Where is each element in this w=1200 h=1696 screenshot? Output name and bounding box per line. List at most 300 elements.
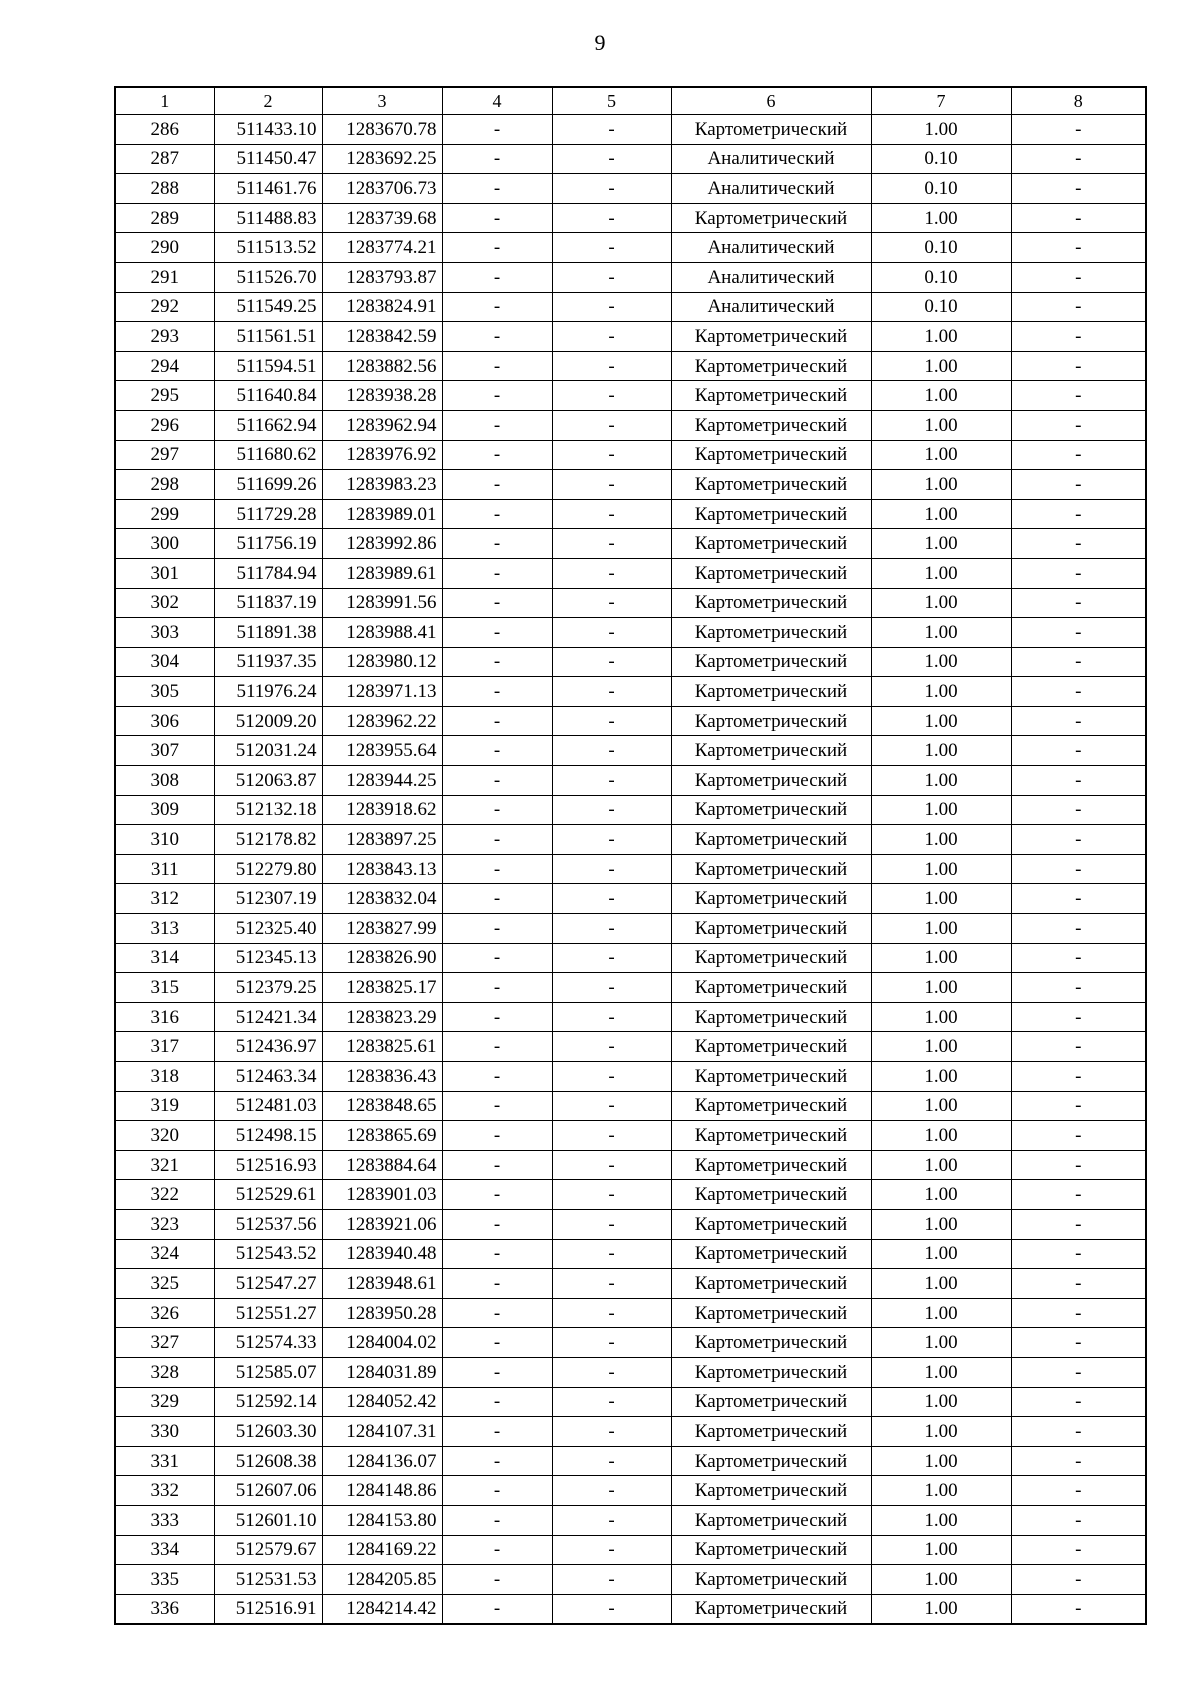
method-cell: Картометрический	[671, 322, 871, 352]
column-8-cell: -	[1011, 618, 1146, 648]
point-number-cell: 296	[115, 410, 214, 440]
point-number-cell: 291	[115, 262, 214, 292]
x-coordinate-cell: 511680.62	[214, 440, 322, 470]
y-coordinate-cell: 1283962.94	[322, 410, 442, 440]
y-coordinate-cell: 1283706.73	[322, 174, 442, 204]
y-coordinate-cell: 1284148.86	[322, 1476, 442, 1506]
column-8-cell: -	[1011, 529, 1146, 559]
column-4-cell: -	[442, 1269, 552, 1299]
y-coordinate-cell: 1283843.13	[322, 854, 442, 884]
column-8-cell: -	[1011, 233, 1146, 263]
accuracy-cell: 1.00	[871, 1565, 1011, 1595]
x-coordinate-cell: 512547.27	[214, 1269, 322, 1299]
column-4-cell: -	[442, 1298, 552, 1328]
column-8-cell: -	[1011, 943, 1146, 973]
table-row	[115, 1269, 1146, 1299]
accuracy-cell: 1.00	[871, 1417, 1011, 1447]
table-row	[115, 1239, 1146, 1269]
table-row	[115, 174, 1146, 204]
point-number-cell: 290	[115, 233, 214, 263]
method-cell: Картометрический	[671, 1002, 871, 1032]
method-cell: Картометрический	[671, 1535, 871, 1565]
method-cell: Картометрический	[671, 677, 871, 707]
column-4-cell: -	[442, 410, 552, 440]
column-4-cell: -	[442, 1417, 552, 1447]
column-header: 8	[1011, 87, 1146, 115]
x-coordinate-cell: 511450.47	[214, 144, 322, 174]
column-4-cell: -	[442, 588, 552, 618]
column-8-cell: -	[1011, 1594, 1146, 1624]
column-8-cell: -	[1011, 440, 1146, 470]
accuracy-cell: 1.00	[871, 203, 1011, 233]
x-coordinate-cell: 511699.26	[214, 470, 322, 500]
table-row	[115, 470, 1146, 500]
column-4-cell: -	[442, 440, 552, 470]
method-cell: Картометрический	[671, 351, 871, 381]
column-8-cell: -	[1011, 115, 1146, 145]
column-8-cell: -	[1011, 795, 1146, 825]
x-coordinate-cell: 511594.51	[214, 351, 322, 381]
point-number-cell: 330	[115, 1417, 214, 1447]
x-coordinate-cell: 512574.33	[214, 1328, 322, 1358]
method-cell: Картометрический	[671, 381, 871, 411]
column-4-cell: -	[442, 115, 552, 145]
column-5-cell: -	[552, 884, 671, 914]
accuracy-cell: 1.00	[871, 558, 1011, 588]
x-coordinate-cell: 512463.34	[214, 1062, 322, 1092]
column-4-cell: -	[442, 1328, 552, 1358]
column-5-cell: -	[552, 1328, 671, 1358]
y-coordinate-cell: 1283940.48	[322, 1239, 442, 1269]
accuracy-cell: 1.00	[871, 1505, 1011, 1535]
column-5-cell: -	[552, 351, 671, 381]
table-row	[115, 233, 1146, 263]
accuracy-cell: 1.00	[871, 1002, 1011, 1032]
table-row	[115, 884, 1146, 914]
column-5-cell: -	[552, 766, 671, 796]
y-coordinate-cell: 1283825.17	[322, 973, 442, 1003]
column-5-cell: -	[552, 558, 671, 588]
column-8-cell: -	[1011, 973, 1146, 1003]
table-row	[115, 499, 1146, 529]
column-8-cell: -	[1011, 1417, 1146, 1447]
column-4-cell: -	[442, 174, 552, 204]
table-row	[115, 262, 1146, 292]
point-number-cell: 324	[115, 1239, 214, 1269]
table-row	[115, 1535, 1146, 1565]
column-8-cell: -	[1011, 884, 1146, 914]
method-cell: Картометрический	[671, 558, 871, 588]
column-8-cell: -	[1011, 322, 1146, 352]
point-number-cell: 321	[115, 1150, 214, 1180]
column-5-cell: -	[552, 736, 671, 766]
point-number-cell: 303	[115, 618, 214, 648]
point-number-cell: 318	[115, 1062, 214, 1092]
y-coordinate-cell: 1283962.22	[322, 706, 442, 736]
y-coordinate-cell: 1283921.06	[322, 1209, 442, 1239]
column-8-cell: -	[1011, 825, 1146, 855]
column-4-cell: -	[442, 529, 552, 559]
table-row	[115, 1446, 1146, 1476]
column-8-cell: -	[1011, 174, 1146, 204]
accuracy-cell: 0.10	[871, 174, 1011, 204]
column-5-cell: -	[552, 1209, 671, 1239]
column-4-cell: -	[442, 647, 552, 677]
x-coordinate-cell: 512436.97	[214, 1032, 322, 1062]
table-row	[115, 381, 1146, 411]
y-coordinate-cell: 1283971.13	[322, 677, 442, 707]
column-4-cell: -	[442, 1505, 552, 1535]
y-coordinate-cell: 1283836.43	[322, 1062, 442, 1092]
x-coordinate-cell: 511729.28	[214, 499, 322, 529]
column-5-cell: -	[552, 1565, 671, 1595]
column-8-cell: -	[1011, 1535, 1146, 1565]
y-coordinate-cell: 1284107.31	[322, 1417, 442, 1447]
method-cell: Картометрический	[671, 1032, 871, 1062]
method-cell: Картометрический	[671, 766, 871, 796]
point-number-cell: 305	[115, 677, 214, 707]
x-coordinate-cell: 512009.20	[214, 706, 322, 736]
column-4-cell: -	[442, 1446, 552, 1476]
y-coordinate-cell: 1284205.85	[322, 1565, 442, 1595]
y-coordinate-cell: 1284031.89	[322, 1357, 442, 1387]
point-number-cell: 298	[115, 470, 214, 500]
column-4-cell: -	[442, 144, 552, 174]
y-coordinate-cell: 1283793.87	[322, 262, 442, 292]
column-5-cell: -	[552, 914, 671, 944]
table-row	[115, 647, 1146, 677]
column-5-cell: -	[552, 825, 671, 855]
x-coordinate-cell: 511526.70	[214, 262, 322, 292]
table-row	[115, 351, 1146, 381]
table-body	[115, 87, 1146, 1624]
column-5-cell: -	[552, 618, 671, 648]
column-4-cell: -	[442, 322, 552, 352]
method-cell: Аналитический	[671, 144, 871, 174]
column-8-cell: -	[1011, 144, 1146, 174]
column-8-cell: -	[1011, 1298, 1146, 1328]
accuracy-cell: 1.00	[871, 1535, 1011, 1565]
x-coordinate-cell: 512178.82	[214, 825, 322, 855]
point-number-cell: 326	[115, 1298, 214, 1328]
table-row	[115, 766, 1146, 796]
table-row	[115, 825, 1146, 855]
column-8-cell: -	[1011, 1121, 1146, 1151]
column-5-cell: -	[552, 144, 671, 174]
method-cell: Картометрический	[671, 1387, 871, 1417]
y-coordinate-cell: 1283980.12	[322, 647, 442, 677]
point-number-cell: 292	[115, 292, 214, 322]
column-5-cell: -	[552, 647, 671, 677]
table-row	[115, 440, 1146, 470]
method-cell: Картометрический	[671, 1091, 871, 1121]
accuracy-cell: 1.00	[871, 1269, 1011, 1299]
method-cell: Картометрический	[671, 1505, 871, 1535]
x-coordinate-cell: 511837.19	[214, 588, 322, 618]
point-number-cell: 302	[115, 588, 214, 618]
point-number-cell: 333	[115, 1505, 214, 1535]
x-coordinate-cell: 511433.10	[214, 115, 322, 145]
x-coordinate-cell: 511488.83	[214, 203, 322, 233]
y-coordinate-cell: 1283944.25	[322, 766, 442, 796]
column-5-cell: -	[552, 943, 671, 973]
method-cell: Картометрический	[671, 647, 871, 677]
accuracy-cell: 0.10	[871, 262, 1011, 292]
x-coordinate-cell: 511513.52	[214, 233, 322, 263]
method-cell: Картометрический	[671, 440, 871, 470]
y-coordinate-cell: 1284004.02	[322, 1328, 442, 1358]
method-cell: Картометрический	[671, 1209, 871, 1239]
column-8-cell: -	[1011, 1269, 1146, 1299]
column-4-cell: -	[442, 233, 552, 263]
table-row	[115, 677, 1146, 707]
x-coordinate-cell: 512325.40	[214, 914, 322, 944]
y-coordinate-cell: 1283988.41	[322, 618, 442, 648]
table-row	[115, 1298, 1146, 1328]
table-row	[115, 1476, 1146, 1506]
column-5-cell: -	[552, 1594, 671, 1624]
column-5-cell: -	[552, 203, 671, 233]
table-row	[115, 558, 1146, 588]
column-8-cell: -	[1011, 1062, 1146, 1092]
accuracy-cell: 1.00	[871, 736, 1011, 766]
y-coordinate-cell: 1284136.07	[322, 1446, 442, 1476]
column-8-cell: -	[1011, 647, 1146, 677]
column-5-cell: -	[552, 973, 671, 1003]
method-cell: Картометрический	[671, 884, 871, 914]
y-coordinate-cell: 1283670.78	[322, 115, 442, 145]
column-5-cell: -	[552, 706, 671, 736]
column-8-cell: -	[1011, 499, 1146, 529]
column-4-cell: -	[442, 1062, 552, 1092]
y-coordinate-cell: 1283983.23	[322, 470, 442, 500]
method-cell: Картометрический	[671, 1180, 871, 1210]
point-number-cell: 297	[115, 440, 214, 470]
x-coordinate-cell: 511891.38	[214, 618, 322, 648]
method-cell: Картометрический	[671, 1150, 871, 1180]
column-5-cell: -	[552, 1239, 671, 1269]
table-row	[115, 914, 1146, 944]
column-5-cell: -	[552, 381, 671, 411]
column-4-cell: -	[442, 1565, 552, 1595]
point-number-cell: 288	[115, 174, 214, 204]
x-coordinate-cell: 512585.07	[214, 1357, 322, 1387]
column-5-cell: -	[552, 1269, 671, 1299]
x-coordinate-cell: 511756.19	[214, 529, 322, 559]
y-coordinate-cell: 1284052.42	[322, 1387, 442, 1417]
method-cell: Картометрический	[671, 1121, 871, 1151]
column-5-cell: -	[552, 1180, 671, 1210]
column-8-cell: -	[1011, 262, 1146, 292]
column-5-cell: -	[552, 174, 671, 204]
y-coordinate-cell: 1283950.28	[322, 1298, 442, 1328]
column-5-cell: -	[552, 529, 671, 559]
column-5-cell: -	[552, 795, 671, 825]
method-cell: Картометрический	[671, 588, 871, 618]
table-row	[115, 1387, 1146, 1417]
column-4-cell: -	[442, 351, 552, 381]
column-5-cell: -	[552, 292, 671, 322]
column-8-cell: -	[1011, 1446, 1146, 1476]
accuracy-cell: 1.00	[871, 588, 1011, 618]
column-4-cell: -	[442, 677, 552, 707]
x-coordinate-cell: 512551.27	[214, 1298, 322, 1328]
column-4-cell: -	[442, 1002, 552, 1032]
point-number-cell: 311	[115, 854, 214, 884]
column-5-cell: -	[552, 1446, 671, 1476]
x-coordinate-cell: 512537.56	[214, 1209, 322, 1239]
column-4-cell: -	[442, 943, 552, 973]
column-4-cell: -	[442, 381, 552, 411]
column-8-cell: -	[1011, 1328, 1146, 1358]
x-coordinate-cell: 511549.25	[214, 292, 322, 322]
y-coordinate-cell: 1283897.25	[322, 825, 442, 855]
table-row	[115, 1328, 1146, 1358]
point-number-cell: 308	[115, 766, 214, 796]
table-row	[115, 1209, 1146, 1239]
x-coordinate-cell: 512379.25	[214, 973, 322, 1003]
column-4-cell: -	[442, 1239, 552, 1269]
column-4-cell: -	[442, 736, 552, 766]
y-coordinate-cell: 1283955.64	[322, 736, 442, 766]
x-coordinate-cell: 512608.38	[214, 1446, 322, 1476]
column-4-cell: -	[442, 1121, 552, 1151]
column-4-cell: -	[442, 914, 552, 944]
column-header: 7	[871, 87, 1011, 115]
accuracy-cell: 1.00	[871, 973, 1011, 1003]
y-coordinate-cell: 1283882.56	[322, 351, 442, 381]
method-cell: Картометрический	[671, 203, 871, 233]
table-row	[115, 943, 1146, 973]
x-coordinate-cell: 512516.91	[214, 1594, 322, 1624]
x-coordinate-cell: 512601.10	[214, 1505, 322, 1535]
column-5-cell: -	[552, 1298, 671, 1328]
column-4-cell: -	[442, 766, 552, 796]
coordinates-table	[114, 86, 1147, 1625]
method-cell: Картометрический	[671, 618, 871, 648]
accuracy-cell: 0.10	[871, 292, 1011, 322]
column-8-cell: -	[1011, 736, 1146, 766]
x-coordinate-cell: 511461.76	[214, 174, 322, 204]
column-8-cell: -	[1011, 470, 1146, 500]
column-4-cell: -	[442, 1535, 552, 1565]
y-coordinate-cell: 1283991.56	[322, 588, 442, 618]
column-5-cell: -	[552, 115, 671, 145]
method-cell: Картометрический	[671, 115, 871, 145]
table-row	[115, 1032, 1146, 1062]
column-4-cell: -	[442, 795, 552, 825]
column-5-cell: -	[552, 1002, 671, 1032]
y-coordinate-cell: 1283842.59	[322, 322, 442, 352]
column-5-cell: -	[552, 1091, 671, 1121]
page-number: 9	[594, 30, 606, 55]
accuracy-cell: 1.00	[871, 914, 1011, 944]
point-number-cell: 294	[115, 351, 214, 381]
method-cell: Картометрический	[671, 1417, 871, 1447]
table-row	[115, 706, 1146, 736]
column-8-cell: -	[1011, 1505, 1146, 1535]
column-4-cell: -	[442, 1209, 552, 1239]
accuracy-cell: 1.00	[871, 618, 1011, 648]
column-8-cell: -	[1011, 1091, 1146, 1121]
x-coordinate-cell: 512603.30	[214, 1417, 322, 1447]
column-header: 1	[115, 87, 214, 115]
y-coordinate-cell: 1283827.99	[322, 914, 442, 944]
column-4-cell: -	[442, 884, 552, 914]
method-cell: Картометрический	[671, 736, 871, 766]
column-5-cell: -	[552, 1062, 671, 1092]
method-cell: Картометрический	[671, 499, 871, 529]
point-number-cell: 304	[115, 647, 214, 677]
table-row	[115, 1417, 1146, 1447]
y-coordinate-cell: 1283884.64	[322, 1150, 442, 1180]
y-coordinate-cell: 1283948.61	[322, 1269, 442, 1299]
y-coordinate-cell: 1283865.69	[322, 1121, 442, 1151]
x-coordinate-cell: 512543.52	[214, 1239, 322, 1269]
column-header: 5	[552, 87, 671, 115]
column-5-cell: -	[552, 1387, 671, 1417]
accuracy-cell: 1.00	[871, 1476, 1011, 1506]
point-number-cell: 300	[115, 529, 214, 559]
x-coordinate-cell: 511976.24	[214, 677, 322, 707]
accuracy-cell: 1.00	[871, 854, 1011, 884]
column-8-cell: -	[1011, 677, 1146, 707]
point-number-cell: 289	[115, 203, 214, 233]
x-coordinate-cell: 512498.15	[214, 1121, 322, 1151]
table-row	[115, 1565, 1146, 1595]
y-coordinate-cell: 1283918.62	[322, 795, 442, 825]
column-8-cell: -	[1011, 588, 1146, 618]
column-5-cell: -	[552, 1476, 671, 1506]
column-5-cell: -	[552, 1417, 671, 1447]
column-8-cell: -	[1011, 766, 1146, 796]
method-cell: Аналитический	[671, 233, 871, 263]
column-8-cell: -	[1011, 410, 1146, 440]
y-coordinate-cell: 1283774.21	[322, 233, 442, 263]
method-cell: Картометрический	[671, 1328, 871, 1358]
table-row	[115, 1505, 1146, 1535]
accuracy-cell: 1.00	[871, 1446, 1011, 1476]
y-coordinate-cell: 1283824.91	[322, 292, 442, 322]
point-number-cell: 320	[115, 1121, 214, 1151]
table-row	[115, 973, 1146, 1003]
method-cell: Картометрический	[671, 1298, 871, 1328]
method-cell: Картометрический	[671, 1357, 871, 1387]
point-number-cell: 329	[115, 1387, 214, 1417]
table-row	[115, 292, 1146, 322]
accuracy-cell: 1.00	[871, 381, 1011, 411]
point-number-cell: 317	[115, 1032, 214, 1062]
column-4-cell: -	[442, 558, 552, 588]
point-number-cell: 319	[115, 1091, 214, 1121]
y-coordinate-cell: 1283976.92	[322, 440, 442, 470]
accuracy-cell: 1.00	[871, 529, 1011, 559]
column-4-cell: -	[442, 1032, 552, 1062]
method-cell: Картометрический	[671, 825, 871, 855]
column-header: 2	[214, 87, 322, 115]
y-coordinate-cell: 1283938.28	[322, 381, 442, 411]
x-coordinate-cell: 511937.35	[214, 647, 322, 677]
accuracy-cell: 1.00	[871, 766, 1011, 796]
column-5-cell: -	[552, 262, 671, 292]
column-4-cell: -	[442, 499, 552, 529]
column-4-cell: -	[442, 706, 552, 736]
column-8-cell: -	[1011, 1180, 1146, 1210]
accuracy-cell: 1.00	[871, 1180, 1011, 1210]
y-coordinate-cell: 1283825.61	[322, 1032, 442, 1062]
accuracy-cell: 1.00	[871, 706, 1011, 736]
y-coordinate-cell: 1283826.90	[322, 943, 442, 973]
